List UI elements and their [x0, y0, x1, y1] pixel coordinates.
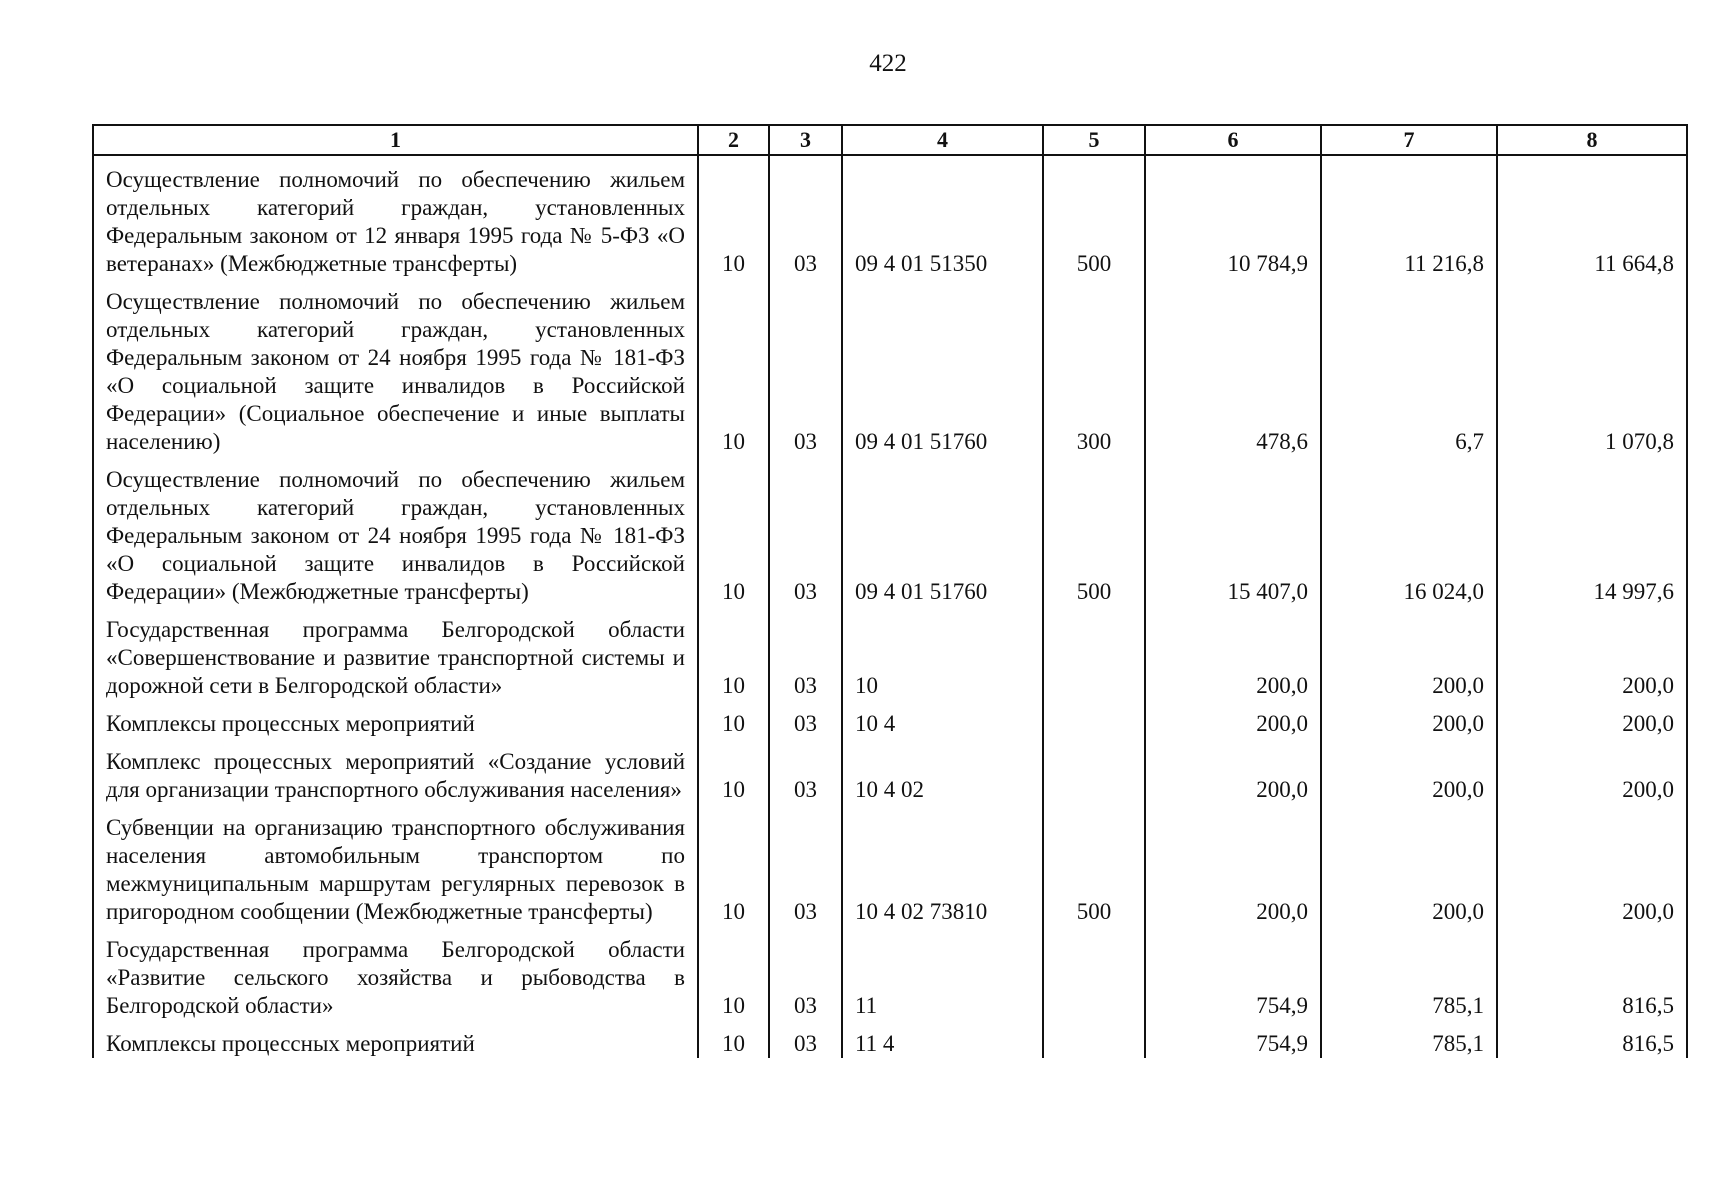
column-header-1: 1 — [93, 125, 698, 155]
row-amount-col6: 478,6 — [1145, 278, 1321, 456]
row-expense-type: 500 — [1043, 155, 1145, 278]
row-amount-col6: 200,0 — [1145, 738, 1321, 804]
row-target-code: 10 4 02 73810 — [842, 804, 1043, 926]
row-name: Субвенции на организацию транспортного обслуживания населения автомобильным транспортом по межмуниципальным маршрутам регулярных перевозок в пригородном сообщении (Межбюджетные трансферты) — [93, 804, 698, 926]
row-amount-col7: 11 216,8 — [1321, 155, 1497, 278]
row-subsection: 03 — [769, 1020, 842, 1058]
row-amount-col7: 200,0 — [1321, 700, 1497, 738]
row-expense-type — [1043, 700, 1145, 738]
row-target-code: 09 4 01 51760 — [842, 456, 1043, 606]
row-amount-col8: 200,0 — [1497, 804, 1687, 926]
column-header-7: 7 — [1321, 125, 1497, 155]
row-name: Комплексы процессных мероприятий — [93, 700, 698, 738]
row-amount-col6: 200,0 — [1145, 804, 1321, 926]
row-section: 10 — [698, 278, 769, 456]
row-target-code: 10 4 02 — [842, 738, 1043, 804]
table-row — [93, 1020, 1687, 1058]
row-amount-col7: 16 024,0 — [1321, 456, 1497, 606]
row-name: Осуществление полномочий по обеспечению жильем отдельных категорий граждан, установленных Федеральным законом от 24 ноября 1995 года № 181-ФЗ «О социальной защите инвалидов в Российской Федерации» (Межбюджетные трансферты) — [93, 456, 698, 606]
row-expense-type: 500 — [1043, 456, 1145, 606]
row-target-code: 09 4 01 51350 — [842, 155, 1043, 278]
row-expense-type — [1043, 738, 1145, 804]
row-subsection: 03 — [769, 700, 842, 738]
row-amount-col8: 1 070,8 — [1497, 278, 1687, 456]
row-target-code: 10 4 — [842, 700, 1043, 738]
column-header-6: 6 — [1145, 125, 1321, 155]
row-expense-type: 500 — [1043, 804, 1145, 926]
row-name: Осуществление полномочий по обеспечению жильем отдельных категорий граждан, установленных Федеральным законом от 24 ноября 1995 года № 181-ФЗ «О социальной защите инвалидов в Российской Федерации» (Социальное обеспечение и иные выплаты населению) — [93, 278, 698, 456]
table-body — [93, 155, 1687, 1058]
row-section: 10 — [698, 926, 769, 1020]
table-row — [93, 804, 1687, 926]
row-expense-type — [1043, 606, 1145, 700]
row-section: 10 — [698, 456, 769, 606]
row-name: Комплекс процессных мероприятий «Создание условий для организации транспортного обслуживания населения» — [93, 738, 698, 804]
row-target-code: 09 4 01 51760 — [842, 278, 1043, 456]
row-amount-col6: 200,0 — [1145, 700, 1321, 738]
row-amount-col6: 10 784,9 — [1145, 155, 1321, 278]
row-subsection: 03 — [769, 278, 842, 456]
column-header-2: 2 — [698, 125, 769, 155]
table-header — [93, 125, 1687, 155]
row-name: Комплексы процессных мероприятий — [93, 1020, 698, 1058]
row-amount-col6: 754,9 — [1145, 926, 1321, 1020]
row-amount-col8: 11 664,8 — [1497, 155, 1687, 278]
row-subsection: 03 — [769, 926, 842, 1020]
column-header-3: 3 — [769, 125, 842, 155]
row-name: Государственная программа Белгородской области «Развитие сельского хозяйства и рыбоводства в Белгородской области» — [93, 926, 698, 1020]
row-section: 10 — [698, 700, 769, 738]
table-row — [93, 155, 1687, 278]
row-amount-col7: 200,0 — [1321, 606, 1497, 700]
row-expense-type — [1043, 926, 1145, 1020]
row-amount-col6: 200,0 — [1145, 606, 1321, 700]
row-amount-col7: 785,1 — [1321, 926, 1497, 1020]
row-target-code: 11 4 — [842, 1020, 1043, 1058]
row-target-code: 10 — [842, 606, 1043, 700]
row-amount-col6: 15 407,0 — [1145, 456, 1321, 606]
row-amount-col6: 754,9 — [1145, 1020, 1321, 1058]
table-row — [93, 278, 1687, 456]
table-row — [93, 700, 1687, 738]
row-target-code: 11 — [842, 926, 1043, 1020]
row-subsection: 03 — [769, 606, 842, 700]
row-subsection: 03 — [769, 738, 842, 804]
budget-table — [92, 124, 1688, 1058]
table-row — [93, 926, 1687, 1020]
row-expense-type — [1043, 1020, 1145, 1058]
row-section: 10 — [698, 804, 769, 926]
row-amount-col8: 200,0 — [1497, 606, 1687, 700]
row-amount-col8: 816,5 — [1497, 926, 1687, 1020]
row-amount-col7: 6,7 — [1321, 278, 1497, 456]
row-subsection: 03 — [769, 155, 842, 278]
row-amount-col8: 14 997,6 — [1497, 456, 1687, 606]
column-header-8: 8 — [1497, 125, 1687, 155]
table-row — [93, 456, 1687, 606]
row-amount-col7: 785,1 — [1321, 1020, 1497, 1058]
row-amount-col8: 200,0 — [1497, 700, 1687, 738]
row-name: Государственная программа Белгородской области «Совершенствование и развитие транспортной системы и дорожной сети в Белгородской области» — [93, 606, 698, 700]
column-header-4: 4 — [842, 125, 1043, 155]
page-number: 422 — [869, 50, 907, 77]
row-subsection: 03 — [769, 804, 842, 926]
row-expense-type: 300 — [1043, 278, 1145, 456]
header-row — [93, 125, 1687, 155]
row-section: 10 — [698, 1020, 769, 1058]
row-amount-col8: 816,5 — [1497, 1020, 1687, 1058]
row-section: 10 — [698, 155, 769, 278]
table-row — [93, 738, 1687, 804]
column-header-5: 5 — [1043, 125, 1145, 155]
row-section: 10 — [698, 738, 769, 804]
row-name: Осуществление полномочий по обеспечению жильем отдельных категорий граждан, установленных Федеральным законом от 12 января 1995 года № 5-ФЗ «О ветеранах» (Межбюджетные трансферты) — [93, 155, 698, 278]
row-amount-col8: 200,0 — [1497, 738, 1687, 804]
table-row — [93, 606, 1687, 700]
row-amount-col7: 200,0 — [1321, 738, 1497, 804]
row-subsection: 03 — [769, 456, 842, 606]
row-amount-col7: 200,0 — [1321, 804, 1497, 926]
row-section: 10 — [698, 606, 769, 700]
